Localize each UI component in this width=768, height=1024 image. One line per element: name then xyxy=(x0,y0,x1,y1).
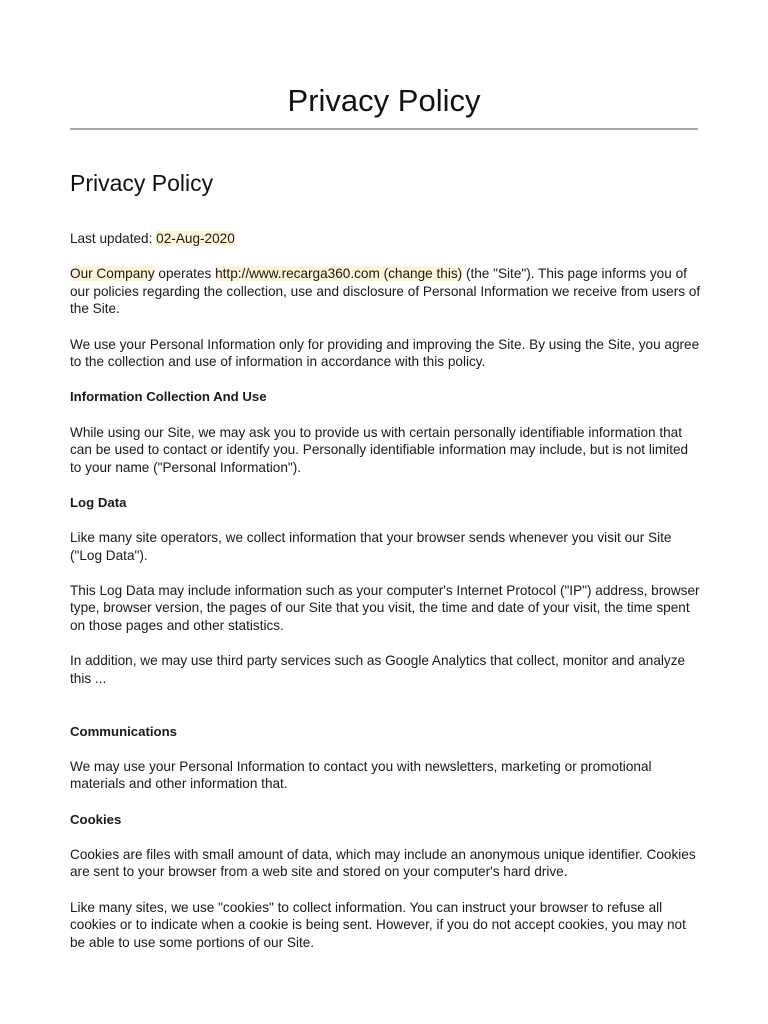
heading-cookies: Cookies xyxy=(70,811,122,827)
document-body xyxy=(70,168,702,969)
heading-communications: Communications xyxy=(70,723,177,739)
heading-log-data: Log Data xyxy=(70,494,127,510)
last-updated-label: Last updated: xyxy=(70,231,153,246)
information-collection-paragraph: While using our Site, we may ask you to provide us with certain personally identifiable information that can be used to contact or identify you. Personally identifiable information may include, but is not limited to your name ("Personal Information"). xyxy=(70,424,689,475)
intro-rest: (the "Site"). This page informs you of our policies regarding the collection, use and disclosure of Personal Information we receive from users of the Site. xyxy=(70,266,701,317)
title-divider xyxy=(70,128,698,130)
log-data-paragraph: In addition, we may use third party services such as Google Analytics that collect, monitor and analyze this ... xyxy=(70,653,686,686)
intro-operates: operates xyxy=(154,266,216,282)
last-updated-date: 02-Aug-2020 xyxy=(156,231,235,246)
cookies-paragraph: Cookies are files with small amount of data, which may include an anonymous unique identifier. Cookies are sent to your browser from a web site and stored on your computer's hard drive. xyxy=(70,846,696,880)
document-title: Privacy Policy xyxy=(287,83,481,118)
company-name: Our Company xyxy=(70,266,155,282)
intro-paragraph xyxy=(70,265,702,318)
last-updated xyxy=(70,230,702,248)
usage-paragraph: We use your Personal Information only for providing and improving the Site. By using the Site, you agree to the collection and use of information in accordance with this policy. xyxy=(70,336,700,370)
log-data-paragraph: This Log Data may include information such as your computer's Internet Protocol ("IP") address, browser type, browser version, the pages of our Site that you visit, the time and date of your visit, the time spent on those pages and other statistics. xyxy=(70,582,700,634)
spacer xyxy=(70,705,702,723)
section-title: Privacy Policy xyxy=(70,170,214,196)
log-data-paragraph: Like many site operators, we collect information that your browser sends whenever you visit our Site ("Log Data"). xyxy=(70,530,672,563)
site-url: http://www.recarga360.com (change this) xyxy=(215,266,463,282)
heading-information-collection: Information Collection And Use xyxy=(70,389,267,405)
communications-paragraph: We may use your Personal Information to contact you with newsletters, marketing or promotional materials and other information that. xyxy=(70,758,652,792)
cookies-paragraph: Like many sites, we use "cookies" to collect information. You can instruct your browser to refuse all cookies or to indicate when a cookie is being sent. However, if you do not accept cookies, you may not be able to use some portions of our Site. xyxy=(70,899,686,950)
